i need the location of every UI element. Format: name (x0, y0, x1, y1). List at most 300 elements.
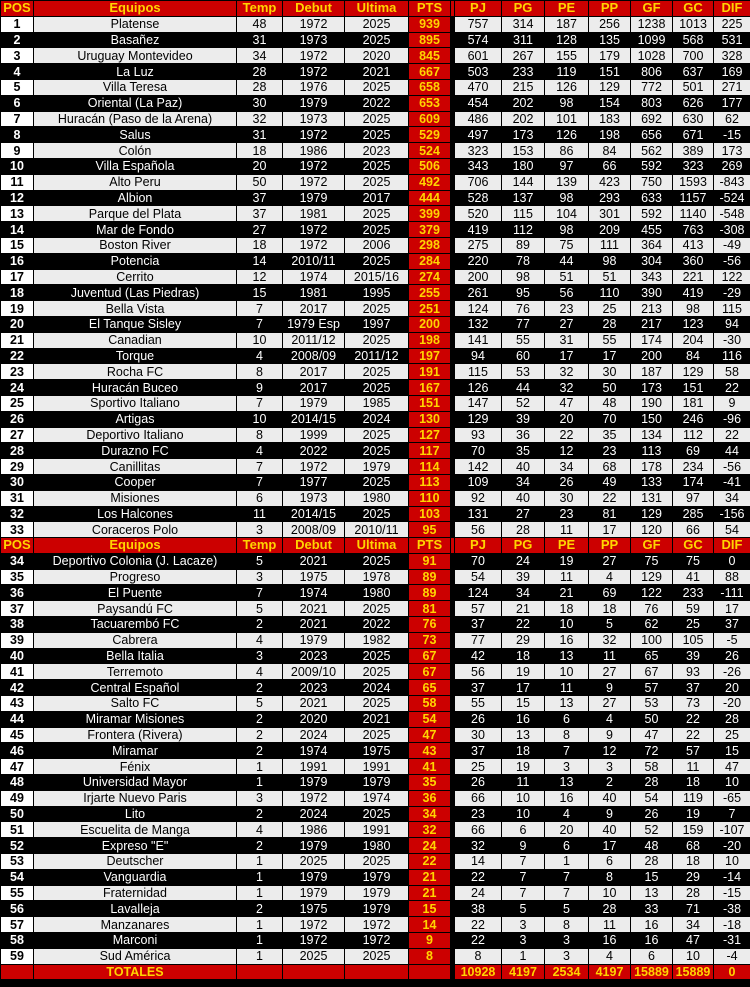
cell-pe: 22 (545, 427, 589, 443)
table-row (1, 933, 750, 949)
table-row (1, 553, 750, 569)
cell-equipo: Sportivo Italiano (34, 395, 237, 411)
header-pos: POS (1, 538, 34, 554)
cell-temp: 28 (237, 64, 283, 80)
cell-ultima: 2006 (345, 237, 409, 253)
cell-pj: 92 (455, 490, 502, 506)
cell-pp: 27 (589, 696, 631, 712)
cell-pos: 15 (1, 237, 34, 253)
cell-temp: 2 (237, 617, 283, 633)
cell-dif: 47 (714, 759, 750, 775)
cell-temp: 4 (237, 664, 283, 680)
cell-debut: 1979 (283, 838, 345, 854)
cell-pe: 11 (545, 522, 589, 538)
cell-pg: 44 (502, 380, 545, 396)
cell-pg: 10 (502, 806, 545, 822)
cell-pe: 32 (545, 380, 589, 396)
cell-pg: 19 (502, 759, 545, 775)
cell-pg: 34 (502, 474, 545, 490)
cell-equipo: Huracán Buceo (34, 380, 237, 396)
cell-gf: 16 (631, 917, 673, 933)
cell-debut: 1973 (283, 32, 345, 48)
cell-pts: 14 (409, 917, 451, 933)
cell-pj: 601 (455, 48, 502, 64)
cell-pos: 36 (1, 585, 34, 601)
table-row (1, 269, 750, 285)
cell-pos: 45 (1, 727, 34, 743)
cell-pe: 6 (545, 838, 589, 854)
cell-equipo: Miramar Misiones (34, 711, 237, 727)
cell-pj: 25 (455, 759, 502, 775)
cell-pos: 28 (1, 443, 34, 459)
cell-pe: 7 (545, 869, 589, 885)
table-row (1, 474, 750, 490)
totals-empty-cell (409, 964, 451, 980)
cell-dif: -156 (714, 506, 750, 522)
cell-debut: 1975 (283, 901, 345, 917)
cell-gf: 28 (631, 775, 673, 791)
cell-ultima: 2024 (345, 680, 409, 696)
cell-pj: 497 (455, 127, 502, 143)
totals-row (1, 964, 750, 980)
cell-pg: 77 (502, 316, 545, 332)
cell-gf: 656 (631, 127, 673, 143)
cell-pos: 31 (1, 490, 34, 506)
cell-debut: 1991 (283, 759, 345, 775)
cell-pos: 13 (1, 206, 34, 222)
cell-pos: 20 (1, 316, 34, 332)
header-gc: GC (673, 1, 714, 17)
table-row (1, 380, 750, 396)
cell-pe: 17 (545, 348, 589, 364)
cell-pj: 129 (455, 411, 502, 427)
cell-ultima: 2025 (345, 206, 409, 222)
table-row (1, 775, 750, 791)
table-row (1, 727, 750, 743)
cell-pos: 7 (1, 111, 34, 127)
cell-pe: 126 (545, 79, 589, 95)
cell-pp: 9 (589, 680, 631, 696)
header-dif: DIF (714, 538, 750, 554)
cell-pe: 139 (545, 174, 589, 190)
cell-pe: 10 (545, 617, 589, 633)
cell-pp: 16 (589, 933, 631, 949)
cell-debut: 2022 (283, 443, 345, 459)
cell-equipo: Salus (34, 127, 237, 143)
cell-pts: 41 (409, 759, 451, 775)
cell-ultima: 1982 (345, 632, 409, 648)
cell-pe: 31 (545, 332, 589, 348)
cell-pj: 132 (455, 316, 502, 332)
cell-gf: 772 (631, 79, 673, 95)
table-row (1, 222, 750, 238)
cell-pg: 21 (502, 601, 545, 617)
cell-equipo: Bella Vista (34, 301, 237, 317)
totals-pe: 2534 (545, 964, 589, 980)
header-row-repeat (1, 538, 750, 554)
table-row (1, 806, 750, 822)
cell-pe: 12 (545, 443, 589, 459)
cell-pj: 147 (455, 395, 502, 411)
cell-pe: 18 (545, 601, 589, 617)
cell-pe: 11 (545, 569, 589, 585)
cell-pg: 34 (502, 585, 545, 601)
cell-pj: 22 (455, 933, 502, 949)
cell-pg: 314 (502, 16, 545, 32)
cell-gf: 803 (631, 95, 673, 111)
cell-temp: 18 (237, 237, 283, 253)
cell-debut: 2021 (283, 617, 345, 633)
cell-equipo: Central Español (34, 680, 237, 696)
cell-pe: 44 (545, 253, 589, 269)
cell-ultima: 1979 (345, 869, 409, 885)
cell-gf: 1028 (631, 48, 673, 64)
cell-ultima: 2025 (345, 222, 409, 238)
cell-gf: 62 (631, 617, 673, 633)
cell-pos: 11 (1, 174, 34, 190)
cell-debut: 1974 (283, 269, 345, 285)
cell-pj: 275 (455, 237, 502, 253)
cell-gf: 131 (631, 490, 673, 506)
cell-equipo: Mar de Fondo (34, 222, 237, 238)
cell-pp: 198 (589, 127, 631, 143)
cell-debut: 1986 (283, 822, 345, 838)
cell-pts: 67 (409, 648, 451, 664)
cell-gc: 59 (673, 601, 714, 617)
cell-pg: 13 (502, 727, 545, 743)
cell-pj: 323 (455, 143, 502, 159)
cell-pp: 40 (589, 822, 631, 838)
cell-equipo: Platense (34, 16, 237, 32)
cell-gf: 343 (631, 269, 673, 285)
cell-pj: 56 (455, 522, 502, 538)
cell-temp: 30 (237, 95, 283, 111)
cell-dif: 225 (714, 16, 750, 32)
cell-pts: 399 (409, 206, 451, 222)
cell-pos: 40 (1, 648, 34, 664)
table-row (1, 95, 750, 111)
cell-pts: 151 (409, 395, 451, 411)
cell-temp: 7 (237, 585, 283, 601)
cell-debut: 1979 (283, 632, 345, 648)
cell-dif: 26 (714, 648, 750, 664)
cell-ultima: 2017 (345, 190, 409, 206)
cell-debut: 2017 (283, 301, 345, 317)
cell-temp: 37 (237, 206, 283, 222)
cell-dif: -548 (714, 206, 750, 222)
cell-ultima: 2025 (345, 79, 409, 95)
table-row (1, 285, 750, 301)
cell-pos: 50 (1, 806, 34, 822)
cell-equipo: Universidad Mayor (34, 775, 237, 791)
cell-ultima: 2010/11 (345, 522, 409, 538)
cell-pp: 66 (589, 158, 631, 174)
cell-pos: 53 (1, 854, 34, 870)
cell-pos: 48 (1, 775, 34, 791)
cell-pg: 40 (502, 459, 545, 475)
cell-dif: -843 (714, 174, 750, 190)
cell-temp: 10 (237, 332, 283, 348)
table-row (1, 632, 750, 648)
cell-dif: -49 (714, 237, 750, 253)
cell-temp: 7 (237, 459, 283, 475)
header-pg: PG (502, 538, 545, 554)
cell-pp: 69 (589, 585, 631, 601)
header-debut: Debut (283, 1, 345, 17)
cell-pts: 89 (409, 569, 451, 585)
cell-pts: 117 (409, 443, 451, 459)
table-row (1, 395, 750, 411)
cell-debut: 2025 (283, 948, 345, 964)
cell-gf: 47 (631, 727, 673, 743)
cell-debut: 2021 (283, 601, 345, 617)
cell-ultima: 1975 (345, 743, 409, 759)
cell-pj: 23 (455, 806, 502, 822)
cell-equipo: La Luz (34, 64, 237, 80)
cell-debut: 1976 (283, 79, 345, 95)
totals-gc: 15889 (673, 964, 714, 980)
cell-gf: 53 (631, 696, 673, 712)
cell-gf: 1238 (631, 16, 673, 32)
cell-pos: 47 (1, 759, 34, 775)
cell-equipo: Fénix (34, 759, 237, 775)
cell-dif: -18 (714, 917, 750, 933)
table-row (1, 411, 750, 427)
cell-pg: 95 (502, 285, 545, 301)
cell-pp: 84 (589, 143, 631, 159)
cell-pos: 42 (1, 680, 34, 696)
cell-pg: 17 (502, 680, 545, 696)
cell-pe: 8 (545, 917, 589, 933)
cell-pj: 57 (455, 601, 502, 617)
table-row (1, 174, 750, 190)
cell-pp: 256 (589, 16, 631, 32)
header-dif: DIF (714, 1, 750, 17)
cell-equipo: Frontera (Rivera) (34, 727, 237, 743)
cell-pe: 86 (545, 143, 589, 159)
cell-gc: 73 (673, 696, 714, 712)
table-row (1, 885, 750, 901)
table-row (1, 348, 750, 364)
cell-gf: 455 (631, 222, 673, 238)
cell-equipo: Expreso "E" (34, 838, 237, 854)
cell-debut: 1972 (283, 48, 345, 64)
cell-ultima: 1985 (345, 395, 409, 411)
cell-pj: 14 (455, 854, 502, 870)
cell-equipo: Canillitas (34, 459, 237, 475)
cell-pj: 470 (455, 79, 502, 95)
cell-gf: 113 (631, 443, 673, 459)
cell-pos: 26 (1, 411, 34, 427)
cell-gc: 39 (673, 648, 714, 664)
cell-pos: 51 (1, 822, 34, 838)
table-row (1, 948, 750, 964)
cell-dif: 173 (714, 143, 750, 159)
cell-ultima: 2025 (345, 174, 409, 190)
cell-pos: 29 (1, 459, 34, 475)
cell-gc: 700 (673, 48, 714, 64)
cell-pe: 128 (545, 32, 589, 48)
cell-pe: 26 (545, 474, 589, 490)
cell-ultima: 1979 (345, 775, 409, 791)
cell-pe: 13 (545, 696, 589, 712)
cell-pe: 30 (545, 490, 589, 506)
cell-debut: 1972 (283, 16, 345, 32)
cell-dif: 122 (714, 269, 750, 285)
cell-pts: 127 (409, 427, 451, 443)
cell-temp: 1 (237, 869, 283, 885)
cell-pj: 38 (455, 901, 502, 917)
cell-temp: 2 (237, 727, 283, 743)
cell-pos: 23 (1, 364, 34, 380)
cell-pos: 34 (1, 553, 34, 569)
cell-gf: 67 (631, 664, 673, 680)
cell-pts: 444 (409, 190, 451, 206)
cell-dif: 22 (714, 380, 750, 396)
table-row (1, 601, 750, 617)
cell-ultima: 2025 (345, 443, 409, 459)
cell-gc: 47 (673, 933, 714, 949)
cell-pg: 112 (502, 222, 545, 238)
cell-debut: 2017 (283, 364, 345, 380)
cell-debut: 1972 (283, 790, 345, 806)
cell-dif: -20 (714, 838, 750, 854)
cell-debut: 2024 (283, 727, 345, 743)
cell-equipo: Tacuarembó FC (34, 617, 237, 633)
cell-gc: 119 (673, 790, 714, 806)
table-row (1, 206, 750, 222)
cell-pj: 24 (455, 885, 502, 901)
cell-pp: 28 (589, 901, 631, 917)
cell-dif: 54 (714, 522, 750, 538)
cell-pg: 7 (502, 885, 545, 901)
cell-equipo: Lito (34, 806, 237, 822)
cell-equipo: Potencia (34, 253, 237, 269)
cell-pp: 293 (589, 190, 631, 206)
cell-debut: 1974 (283, 743, 345, 759)
header-pg: PG (502, 1, 545, 17)
totals-empty-cell (283, 964, 345, 980)
cell-pj: 757 (455, 16, 502, 32)
cell-pe: 3 (545, 933, 589, 949)
cell-pp: 5 (589, 617, 631, 633)
cell-gc: 22 (673, 711, 714, 727)
cell-ultima: 2025 (345, 380, 409, 396)
cell-gf: 1099 (631, 32, 673, 48)
cell-gc: 360 (673, 253, 714, 269)
cell-pe: 1 (545, 854, 589, 870)
cell-gc: 112 (673, 427, 714, 443)
cell-pp: 12 (589, 743, 631, 759)
cell-pts: 200 (409, 316, 451, 332)
cell-gc: 1140 (673, 206, 714, 222)
cell-gf: 390 (631, 285, 673, 301)
table-row (1, 506, 750, 522)
cell-pos: 16 (1, 253, 34, 269)
cell-gc: 18 (673, 854, 714, 870)
cell-pts: 24 (409, 838, 451, 854)
cell-pg: 1 (502, 948, 545, 964)
cell-pg: 76 (502, 301, 545, 317)
table-row (1, 427, 750, 443)
cell-equipo: Progreso (34, 569, 237, 585)
cell-gc: 29 (673, 869, 714, 885)
table-row (1, 696, 750, 712)
cell-gc: 174 (673, 474, 714, 490)
cell-debut: 1972 (283, 222, 345, 238)
cell-gf: 173 (631, 380, 673, 396)
cell-debut: 2023 (283, 680, 345, 696)
table-row (1, 838, 750, 854)
cell-temp: 2 (237, 901, 283, 917)
cell-debut: 2010/11 (283, 253, 345, 269)
cell-debut: 1972 (283, 917, 345, 933)
cell-pg: 89 (502, 237, 545, 253)
cell-dif: -20 (714, 696, 750, 712)
cell-pts: 658 (409, 79, 451, 95)
cell-pg: 233 (502, 64, 545, 80)
cell-gf: 190 (631, 395, 673, 411)
cell-gc: 123 (673, 316, 714, 332)
cell-gf: 26 (631, 806, 673, 822)
cell-pj: 66 (455, 790, 502, 806)
cell-gc: 233 (673, 585, 714, 601)
cell-pg: 7 (502, 854, 545, 870)
cell-pe: 20 (545, 822, 589, 838)
cell-gf: 65 (631, 648, 673, 664)
cell-gf: 6 (631, 948, 673, 964)
cell-gf: 174 (631, 332, 673, 348)
cell-gf: 58 (631, 759, 673, 775)
cell-equipo: Basañez (34, 32, 237, 48)
cell-pp: 30 (589, 364, 631, 380)
cell-pe: 32 (545, 364, 589, 380)
cell-pj: 141 (455, 332, 502, 348)
cell-temp: 1 (237, 917, 283, 933)
table-row (1, 16, 750, 32)
cell-dif: 177 (714, 95, 750, 111)
cell-equipo: Juventud (Las Piedras) (34, 285, 237, 301)
cell-dif: -56 (714, 459, 750, 475)
cell-pos: 43 (1, 696, 34, 712)
cell-gf: 178 (631, 459, 673, 475)
cell-equipo: Manzanares (34, 917, 237, 933)
cell-temp: 5 (237, 601, 283, 617)
cell-gf: 592 (631, 206, 673, 222)
cell-gf: 57 (631, 680, 673, 696)
header-pts: PTS (409, 538, 451, 554)
cell-gc: 246 (673, 411, 714, 427)
cell-debut: 1972 (283, 158, 345, 174)
cell-dif: -107 (714, 822, 750, 838)
table-row (1, 316, 750, 332)
cell-gf: 692 (631, 111, 673, 127)
cell-dif: -524 (714, 190, 750, 206)
cell-temp: 50 (237, 174, 283, 190)
cell-debut: 1974 (283, 585, 345, 601)
cell-ultima: 2025 (345, 601, 409, 617)
table-row (1, 569, 750, 585)
cell-pg: 27 (502, 506, 545, 522)
cell-dif: 115 (714, 301, 750, 317)
header-pj: PJ (455, 538, 502, 554)
cell-temp: 7 (237, 474, 283, 490)
cell-gf: 133 (631, 474, 673, 490)
cell-pos: 46 (1, 743, 34, 759)
cell-gf: 806 (631, 64, 673, 80)
cell-gf: 54 (631, 790, 673, 806)
table-row (1, 48, 750, 64)
